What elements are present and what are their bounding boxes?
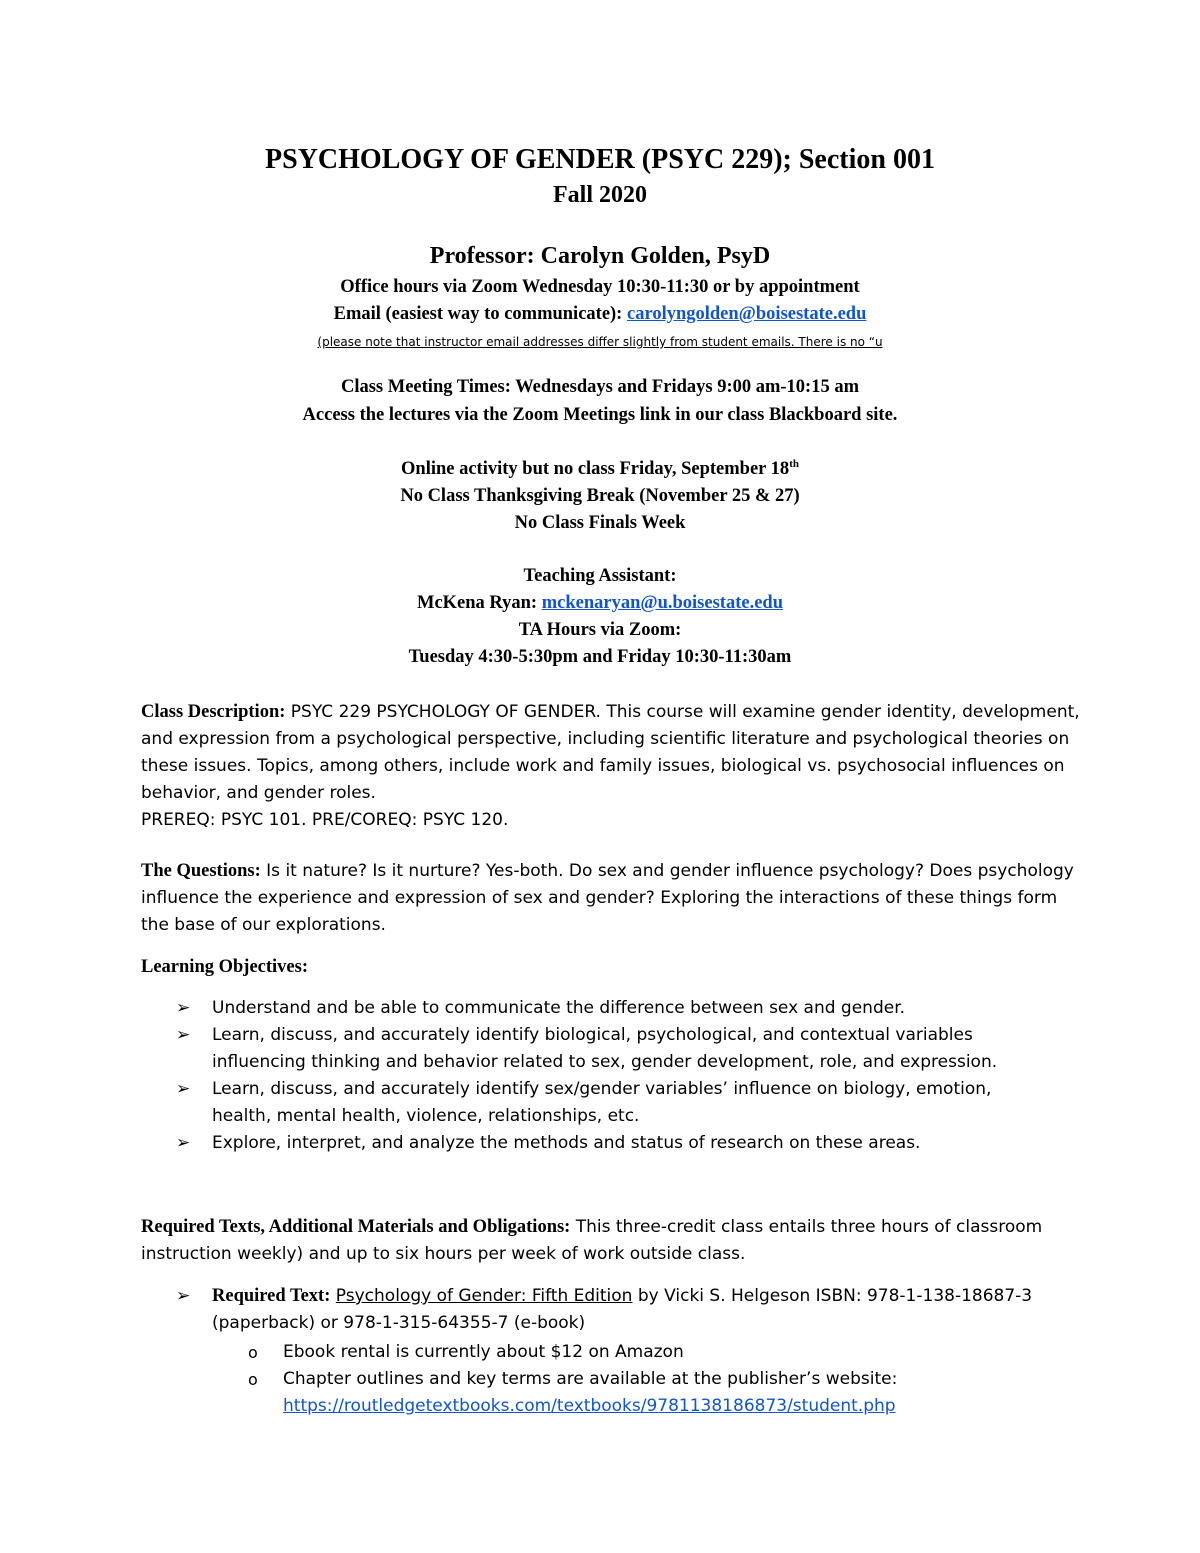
list-item	[0, 995, 1012, 1022]
online-activity-note	[0, 458, 1200, 480]
outlines-note: Chapter outlines and key terms are available at the publisher’s website:	[283, 1369, 898, 1389]
class-description	[141, 699, 1081, 834]
required-materials	[141, 1214, 1081, 1268]
list-item	[0, 1130, 1012, 1157]
arrow-bullet-icon: ➢	[176, 1133, 191, 1153]
list-item-text: Explore, interpret, and analyze the methods and status of research on these areas.	[212, 1133, 921, 1153]
ta-contact-line	[0, 593, 1200, 614]
class-description-label: Class Description:	[141, 702, 286, 722]
the-questions	[141, 858, 1081, 939]
list-item	[0, 1283, 1042, 1337]
list-item	[0, 1076, 1012, 1130]
office-hours: Office hours via Zoom Wednesday 10:30-11:30 or by appointment	[340, 277, 860, 297]
arrow-bullet-icon: ➢	[176, 1286, 191, 1306]
learning-objectives-heading: Learning Objectives:	[141, 957, 308, 977]
list-item	[0, 1339, 983, 1366]
zoom-access-note: Access the lectures via the Zoom Meetings link in our class Blackboard site.	[302, 405, 898, 425]
book-details: by Vicki S. Helgeson ISBN: 978-1-138-18687-3 (paperback) or 978-1-315-64355-7 (e-book)	[212, 1286, 1033, 1333]
list-item	[0, 1022, 1012, 1076]
the-questions-label: The Questions:	[141, 861, 261, 881]
term: Fall 2020	[553, 182, 647, 208]
required-materials-label: Required Texts, Additional Materials and Obligations:	[141, 1217, 571, 1237]
list-item	[0, 1366, 983, 1420]
learning-objectives-list	[0, 995, 1012, 1157]
the-questions-text: Is it nature? Is it nurture? Yes-both. Do sex and gender influence psychology? Does psychology influence the experience and expression of sex and gender? Exploring the interactions of these things form the base of our explorations.	[141, 861, 1074, 935]
ta-hours-heading: TA Hours via Zoom:	[518, 620, 682, 640]
online-activity-sup: th	[789, 458, 799, 470]
list-item-text: Understand and be able to communicate the difference between sex and gender.	[212, 998, 906, 1018]
online-activity-text: Online activity but no class Friday, September 18	[401, 459, 790, 480]
instructor-email-link[interactable]: carolyngolden@boisestate.edu	[626, 304, 867, 324]
list-item-text: Learn, discuss, and accurately identify biological, psychological, and contextual variables influencing thinking and behavior related to sex, gender development, role, and expression.	[212, 1025, 998, 1072]
ta-email-link[interactable]: mckenaryan@u.boisestate.edu	[541, 593, 783, 613]
required-text-label: Required Text:	[212, 1286, 331, 1306]
arrow-bullet-icon: ➢	[176, 1025, 191, 1045]
thanksgiving-note: No Class Thanksgiving Break (November 25 & 27)	[400, 486, 800, 506]
ta-hours: Tuesday 4:30-5:30pm and Friday 10:30-11:30am	[408, 647, 792, 667]
publisher-website-link[interactable]: https://routledgetextbooks.com/textbooks/9781138186873/student.php	[283, 1396, 896, 1416]
list-item-text: Learn, discuss, and accurately identify sex/gender variables’ influence on biology, emotion, health, mental health, violence, relationships, etc.	[212, 1079, 992, 1126]
circle-bullet-icon: o	[248, 1343, 258, 1362]
email-note: (please note that instructor email addresses differ slightly from student emails. There is no “u	[317, 335, 883, 349]
meeting-times: Class Meeting Times: Wednesdays and Fridays 9:00 am-10:15 am	[340, 377, 860, 397]
instructor-email-label: Email (easiest way to communicate):	[333, 304, 627, 324]
professor-name: Professor: Carolyn Golden, PsyD	[429, 243, 771, 269]
instructor-email-line	[0, 304, 1200, 325]
required-text-list	[0, 1283, 1042, 1337]
prerequisites: PREREQ: PSYC 101. PRE/COREQ: PSYC 120.	[141, 810, 509, 830]
page-title: PSYCHOLOGY OF GENDER (PSYC 229); Section 001	[265, 144, 935, 175]
required-materials-text: This three-credit class entails three hours of classroom instruction weekly) and up to six hours per week of work outside class.	[141, 1217, 1043, 1264]
required-text-sublist	[0, 1339, 983, 1420]
ebook-note: Ebook rental is currently about $12 on Amazon	[283, 1342, 684, 1362]
circle-bullet-icon: o	[248, 1370, 258, 1389]
ta-name: McKena Ryan:	[416, 593, 542, 613]
finals-note: No Class Finals Week	[514, 513, 686, 533]
book-title: Psychology of Gender: Fifth Edition	[335, 1286, 633, 1306]
class-description-text: PSYC 229 PSYCHOLOGY OF GENDER. This course will examine gender identity, development, and expression from a psychological perspective, including scientific literature and psychological theories on these issues. Topics, among others, include work and family issues, biological vs. psychosocial influences on behavior, and gender roles.	[141, 702, 1080, 803]
ta-heading: Teaching Assistant:	[523, 566, 677, 586]
arrow-bullet-icon: ➢	[176, 1079, 191, 1099]
arrow-bullet-icon: ➢	[176, 998, 191, 1018]
